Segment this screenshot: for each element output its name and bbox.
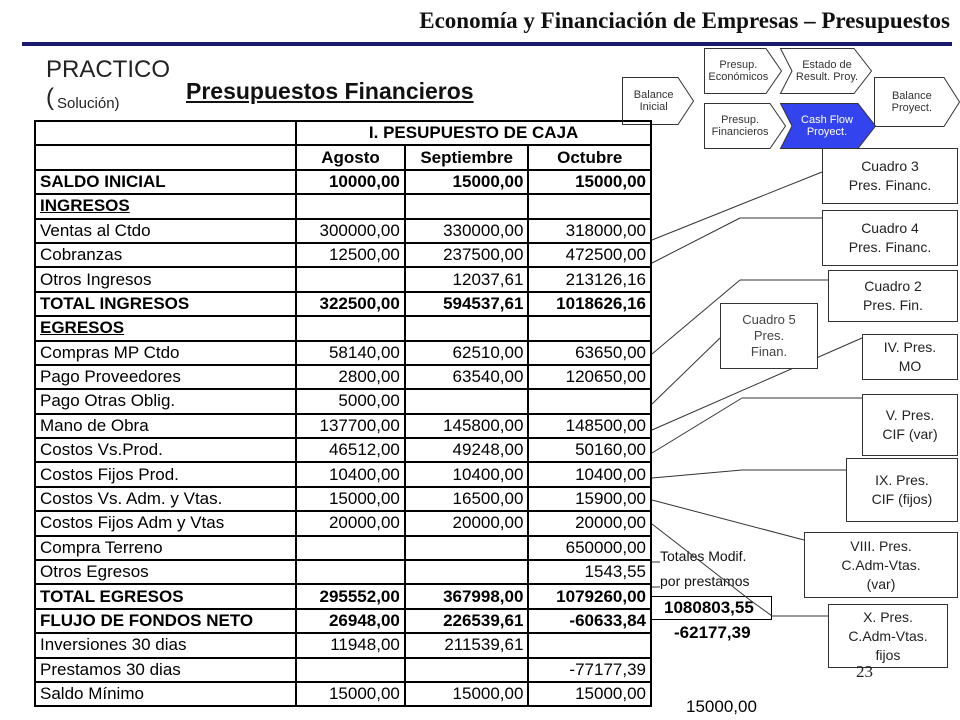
row-label: Ventas al Ctdo <box>35 219 296 243</box>
row-value: 20000,00 <box>296 511 405 535</box>
row-label: Compra Terreno <box>35 536 296 560</box>
row-label: FLUJO DE FONDOS NETO <box>35 609 296 633</box>
row-value: 1018626,16 <box>528 292 651 316</box>
row-label: Pago Proveedores <box>35 365 296 389</box>
row-value: 2800,00 <box>296 365 405 389</box>
row-value <box>296 560 405 584</box>
row-value: 1543,55 <box>528 560 651 584</box>
table-row <box>35 584 651 608</box>
row-value: 63540,00 <box>405 365 529 389</box>
note-por-prestamos: por prestamos <box>660 573 750 589</box>
row-value: 49248,00 <box>405 438 529 462</box>
row-label: Compras MP Ctdo <box>35 341 296 365</box>
row-value <box>528 389 651 413</box>
row-label: Prestamos 30 dias <box>35 658 296 682</box>
row-value: 318000,00 <box>528 219 651 243</box>
table-row <box>35 682 651 706</box>
row-value: 211539,61 <box>405 633 529 657</box>
row-value: 137700,00 <box>296 414 405 438</box>
row-value <box>405 560 529 584</box>
row-value: 15900,00 <box>528 487 651 511</box>
callout-cuadro-3: Cuadro 3 Pres. Financ. <box>822 148 958 204</box>
row-value: 295552,00 <box>296 584 405 608</box>
table-row <box>35 438 651 462</box>
table-row <box>35 658 651 682</box>
row-value: 15000,00 <box>528 170 651 194</box>
cash-budget-table <box>34 120 652 707</box>
row-value: -60633,84 <box>528 609 651 633</box>
table-row <box>35 341 651 365</box>
modified-saldo-minimo: 15000,00 <box>686 697 757 716</box>
row-value <box>405 316 529 340</box>
table-row <box>35 536 651 560</box>
table-title: I. PESUPUESTO DE CAJA <box>296 121 651 145</box>
paren-open: ( <box>46 84 54 111</box>
row-value: 300000,00 <box>296 219 405 243</box>
row-label: Pago Otras Oblig. <box>35 389 296 413</box>
row-value: 330000,00 <box>405 219 529 243</box>
row-value: 145800,00 <box>405 414 529 438</box>
row-value: 15000,00 <box>296 682 405 706</box>
row-value: 322500,00 <box>296 292 405 316</box>
row-value: 367998,00 <box>405 584 529 608</box>
page-number: 23 <box>856 662 873 681</box>
flow-balance-proyect: Balance Proyect. <box>874 77 960 127</box>
callout-pres-x: X. Pres. C.Adm-Vtas. fijos <box>828 604 948 668</box>
callout-cuadro-5: Cuadro 5 Pres. Finan. <box>720 303 818 369</box>
table-row <box>35 292 651 316</box>
table-row <box>35 267 651 291</box>
row-value: 10400,00 <box>296 462 405 486</box>
row-value <box>296 267 405 291</box>
row-value: 62510,00 <box>405 341 529 365</box>
table-row <box>35 462 651 486</box>
table-row <box>35 389 651 413</box>
modified-flujo-neto: -62177,39 <box>674 623 751 642</box>
solucion-label: Solución) <box>57 95 120 112</box>
row-label: Mano de Obra <box>35 414 296 438</box>
row-label: EGRESOS <box>35 316 296 340</box>
row-label: Cobranzas <box>35 243 296 267</box>
row-value <box>528 316 651 340</box>
row-value <box>528 633 651 657</box>
row-value: 20000,00 <box>405 511 529 535</box>
table-row <box>35 609 651 633</box>
row-value <box>405 658 529 682</box>
callout-pres-ix: IX. Pres. CIF (fijos) <box>846 458 958 522</box>
row-value: 12500,00 <box>296 243 405 267</box>
row-value: 5000,00 <box>296 389 405 413</box>
section-subtitle: Presupuestos Financieros <box>186 78 474 104</box>
note-totales-modif: Totales Modif. <box>660 548 747 564</box>
table-row <box>35 560 651 584</box>
row-label: Otros Ingresos <box>35 267 296 291</box>
row-value: 16500,00 <box>405 487 529 511</box>
row-value: 472500,00 <box>528 243 651 267</box>
row-value: 650000,00 <box>528 536 651 560</box>
row-label: Costos Fijos Adm y Vtas <box>35 511 296 535</box>
row-label: SALDO INICIAL <box>35 170 296 194</box>
row-value: 15000,00 <box>296 487 405 511</box>
row-value: 15000,00 <box>528 682 651 706</box>
column-header: Agosto <box>296 145 405 169</box>
callout-cuadro-4: Cuadro 4 Pres. Financ. <box>822 210 958 266</box>
row-value <box>405 194 529 218</box>
table-row <box>35 487 651 511</box>
row-label: Inversiones 30 dias <box>35 633 296 657</box>
row-value <box>296 194 405 218</box>
slide-title: Economía y Financiación de Empresas – Presupuestos <box>419 8 950 33</box>
row-label: INGRESOS <box>35 194 296 218</box>
row-value: 120650,00 <box>528 365 651 389</box>
callout-pres-v: V. Pres. CIF (var) <box>862 394 958 456</box>
row-value <box>296 536 405 560</box>
row-value: 15000,00 <box>405 170 529 194</box>
row-value: 10400,00 <box>405 462 529 486</box>
row-value: 226539,61 <box>405 609 529 633</box>
callout-pres-viii: VIII. Pres. C.Adm-Vtas. (var) <box>804 532 958 598</box>
row-label: Saldo Mínimo <box>35 682 296 706</box>
row-label: Costos Vs. Adm. y Vtas. <box>35 487 296 511</box>
flow-presup-economicos: Presup. Económicos <box>704 48 782 94</box>
flow-cash-flow: Cash Flow Proyect. <box>780 103 876 149</box>
flow-balance-inicial: Balance Inicial <box>622 77 694 125</box>
row-label: Costos Fijos Prod. <box>35 462 296 486</box>
row-value: 594537,61 <box>405 292 529 316</box>
column-header: Octubre <box>528 145 651 169</box>
row-label: Otros Egresos <box>35 560 296 584</box>
row-label: TOTAL INGRESOS <box>35 292 296 316</box>
row-value <box>296 316 405 340</box>
modified-total-egresos: 1080803,55 <box>664 598 754 617</box>
table-row <box>35 511 651 535</box>
table-row <box>35 414 651 438</box>
row-value: 46512,00 <box>296 438 405 462</box>
row-value <box>296 658 405 682</box>
table-row <box>35 633 651 657</box>
table-row <box>35 194 651 218</box>
row-value: -77177,39 <box>528 658 651 682</box>
row-value: 237500,00 <box>405 243 529 267</box>
row-value: 148500,00 <box>528 414 651 438</box>
callout-cuadro-2: Cuadro 2 Pres. Fin. <box>828 270 958 322</box>
table-row <box>35 243 651 267</box>
table-row <box>35 365 651 389</box>
flow-presup-financieros: Presup. Financieros <box>704 103 786 149</box>
row-label: Costos Vs.Prod. <box>35 438 296 462</box>
row-value: 58140,00 <box>296 341 405 365</box>
row-label: TOTAL EGRESOS <box>35 584 296 608</box>
row-value: 10400,00 <box>528 462 651 486</box>
row-value: 26948,00 <box>296 609 405 633</box>
row-value <box>405 389 529 413</box>
row-value: 1079260,00 <box>528 584 651 608</box>
row-value: 20000,00 <box>528 511 651 535</box>
table-row <box>35 170 651 194</box>
row-value: 10000,00 <box>296 170 405 194</box>
row-value: 12037,61 <box>405 267 529 291</box>
row-value: 50160,00 <box>528 438 651 462</box>
row-value <box>528 194 651 218</box>
flow-estado-result: Estado de Result. Proy. <box>780 48 872 94</box>
row-value: 11948,00 <box>296 633 405 657</box>
row-value: 15000,00 <box>405 682 529 706</box>
practico-label: PRACTICO <box>46 56 171 83</box>
row-value: 213126,16 <box>528 267 651 291</box>
table-row <box>35 219 651 243</box>
row-value <box>405 536 529 560</box>
callout-pres-iv: IV. Pres. MO <box>862 334 958 380</box>
row-value: 63650,00 <box>528 341 651 365</box>
column-header: Septiembre <box>405 145 529 169</box>
header-rule <box>22 42 952 46</box>
table-row <box>35 316 651 340</box>
